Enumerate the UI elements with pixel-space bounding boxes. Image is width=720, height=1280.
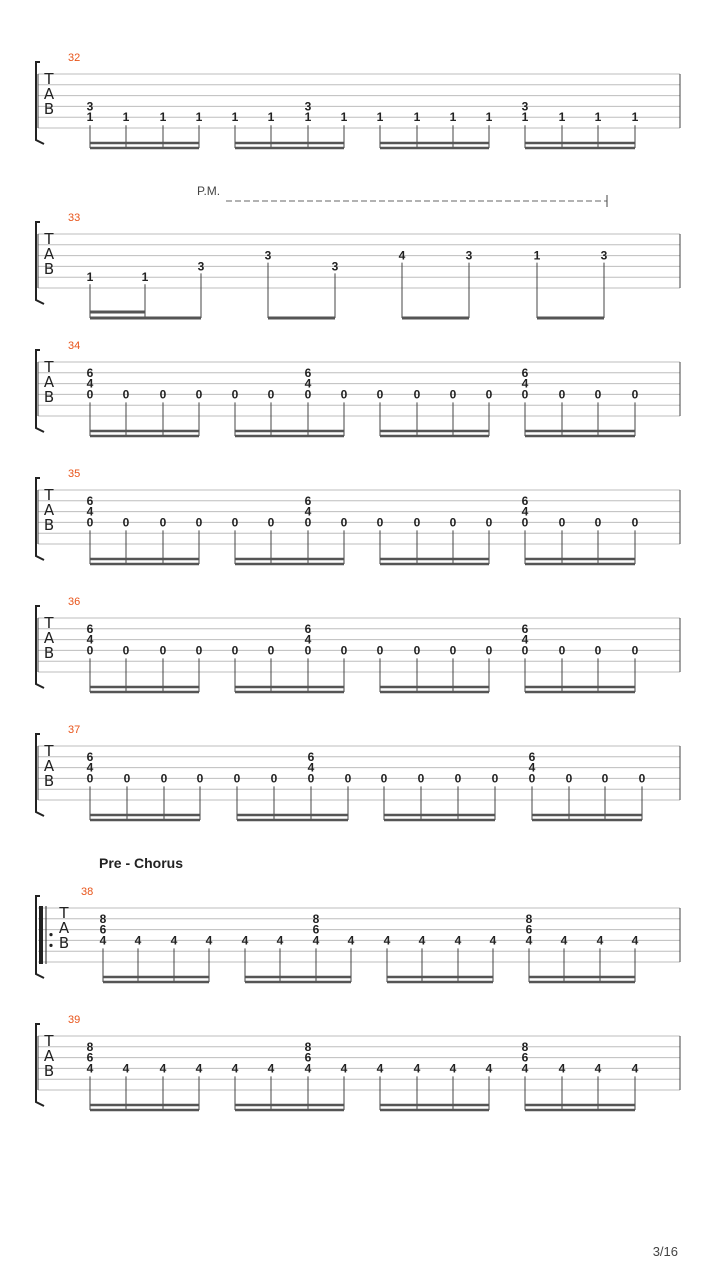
fret-number: 6 — [521, 621, 529, 636]
fret-number: 3 — [304, 99, 312, 114]
fret-number: 4 — [99, 933, 107, 948]
fret-number: 0 — [631, 387, 639, 402]
fret-number: 4 — [521, 1061, 529, 1076]
fret-number: 4 — [525, 933, 533, 948]
fret-number: 1 — [485, 110, 493, 125]
fret-number: 4 — [170, 933, 178, 948]
fret-number: 0 — [565, 771, 573, 786]
fret-number: 0 — [413, 387, 421, 402]
fret-number: 1 — [376, 110, 384, 125]
fret-number: 8 — [525, 911, 533, 926]
fret-number: 4 — [304, 1061, 312, 1076]
fret-number: 0 — [638, 771, 646, 786]
fret-number: 4 — [383, 933, 391, 948]
fret-number: 4 — [159, 1061, 167, 1076]
fret-number: 4 — [304, 376, 312, 391]
fret-number: 0 — [86, 643, 94, 658]
tab-clef-letter: T — [59, 904, 69, 922]
tab-system — [36, 468, 680, 564]
fret-number: 0 — [380, 771, 388, 786]
fret-number: 4 — [195, 1061, 203, 1076]
fret-number: 0 — [601, 771, 609, 786]
fret-number: 4 — [231, 1061, 239, 1076]
fret-number: 4 — [307, 760, 315, 775]
fret-number: 1 — [122, 110, 130, 125]
fret-number: 0 — [631, 515, 639, 530]
fret-number: 4 — [86, 376, 94, 391]
fret-number: 3 — [600, 248, 608, 263]
fret-number: 4 — [454, 933, 462, 948]
fret-number: 1 — [159, 110, 167, 125]
tab-clef-letter: A — [43, 757, 55, 775]
tab-clef-letter: T — [44, 486, 54, 504]
measure-number: 39 — [68, 1014, 81, 1026]
fret-number: 0 — [267, 643, 275, 658]
fret-number: 4 — [205, 933, 213, 948]
tab-system — [36, 184, 680, 318]
fret-number: 0 — [376, 387, 384, 402]
tab-system — [36, 340, 680, 436]
fret-number: 0 — [86, 387, 94, 402]
fret-number: 6 — [304, 621, 312, 636]
fret-number: 0 — [231, 643, 239, 658]
fret-number: 1 — [141, 270, 149, 285]
fret-number: 4 — [122, 1061, 130, 1076]
fret-number: 0 — [159, 387, 167, 402]
fret-number: 4 — [521, 632, 529, 647]
fret-number: 1 — [558, 110, 566, 125]
fret-number: 3 — [331, 259, 339, 274]
fret-number: 4 — [631, 1061, 639, 1076]
fret-number: 6 — [86, 365, 94, 380]
fret-number: 1 — [631, 110, 639, 125]
tab-system — [36, 1014, 680, 1110]
tab-system — [36, 596, 680, 692]
fret-number: 0 — [122, 387, 130, 402]
fret-number: 0 — [86, 515, 94, 530]
measure-number: 34 — [68, 340, 81, 352]
fret-number: 4 — [398, 248, 406, 263]
fret-number: 4 — [340, 1061, 348, 1076]
fret-number: 4 — [86, 1061, 94, 1076]
fret-number: 0 — [594, 387, 602, 402]
fret-number: 8 — [304, 1039, 312, 1054]
fret-number: 8 — [99, 911, 107, 926]
fret-number: 0 — [304, 643, 312, 658]
fret-number: 0 — [304, 515, 312, 530]
fret-number: 3 — [521, 99, 529, 114]
fret-number: 0 — [195, 387, 203, 402]
fret-number: 0 — [340, 643, 348, 658]
fret-number: 0 — [485, 387, 493, 402]
fret-number: 4 — [134, 933, 142, 948]
fret-number: 0 — [454, 771, 462, 786]
fret-number: 4 — [241, 933, 249, 948]
measure-number: 32 — [68, 52, 81, 64]
fret-number: 0 — [270, 771, 278, 786]
fret-number: 6 — [86, 1050, 94, 1065]
fret-number: 0 — [631, 643, 639, 658]
fret-number: 0 — [376, 515, 384, 530]
tab-clef-letter: A — [43, 501, 55, 519]
fret-number: 1 — [594, 110, 602, 125]
tab-system — [36, 52, 680, 148]
tab-clef-letter: B — [43, 260, 55, 278]
fret-number: 0 — [521, 643, 529, 658]
fret-number: 1 — [449, 110, 457, 125]
fret-number: 0 — [122, 515, 130, 530]
fret-number: 4 — [267, 1061, 275, 1076]
fret-number: 6 — [521, 1050, 529, 1065]
fret-number: 3 — [86, 99, 94, 114]
fret-number: 4 — [596, 933, 604, 948]
tab-clef-letter: B — [43, 100, 55, 118]
tab-clef-letter: B — [43, 644, 55, 662]
fret-number: 4 — [86, 760, 94, 775]
fret-number: 0 — [196, 771, 204, 786]
fret-number: 4 — [418, 933, 426, 948]
tab-clef-letter: A — [43, 1047, 55, 1065]
fret-number: 6 — [304, 1050, 312, 1065]
fret-number: 0 — [307, 771, 315, 786]
fret-number: 4 — [312, 933, 320, 948]
tab-clef-letter: A — [43, 85, 55, 103]
tab-clef-letter: A — [43, 373, 55, 391]
fret-number: 0 — [304, 387, 312, 402]
fret-number: 6 — [86, 493, 94, 508]
fret-number: 1 — [86, 110, 94, 125]
fret-number: 1 — [413, 110, 421, 125]
fret-number: 0 — [558, 515, 566, 530]
fret-number: 0 — [159, 643, 167, 658]
fret-number: 6 — [525, 922, 533, 937]
fret-number: 6 — [304, 493, 312, 508]
fret-number: 4 — [86, 632, 94, 647]
fret-number: 4 — [558, 1061, 566, 1076]
fret-number: 6 — [528, 749, 536, 764]
tab-clef-letter: B — [43, 772, 55, 790]
fret-number: 0 — [376, 643, 384, 658]
tab-clef-letter: T — [44, 230, 54, 248]
fret-number: 8 — [521, 1039, 529, 1054]
fret-number: 0 — [413, 643, 421, 658]
fret-number: 0 — [160, 771, 168, 786]
fret-number: 0 — [491, 771, 499, 786]
fret-number: 0 — [449, 515, 457, 530]
fret-number: 0 — [231, 515, 239, 530]
measure-number: 37 — [68, 724, 81, 736]
palm-mute-label: P.M. — [197, 184, 221, 198]
fret-number: 6 — [99, 922, 107, 937]
fret-number: 4 — [276, 933, 284, 948]
measure-number: 33 — [68, 212, 81, 224]
fret-number: 0 — [231, 387, 239, 402]
tab-clef-letter: A — [43, 245, 55, 263]
fret-number: 0 — [340, 387, 348, 402]
repeat-dot — [49, 933, 52, 936]
tab-system — [36, 724, 680, 820]
fret-number: 0 — [86, 771, 94, 786]
fret-number: 0 — [267, 515, 275, 530]
fret-number: 1 — [195, 110, 203, 125]
fret-number: 0 — [449, 387, 457, 402]
fret-number: 0 — [123, 771, 131, 786]
tab-clef-letter: T — [44, 742, 54, 760]
measure-number: 36 — [68, 596, 81, 608]
tab-clef-letter: A — [43, 629, 55, 647]
tab-system — [36, 855, 680, 982]
fret-number: 4 — [521, 504, 529, 519]
fret-number: 6 — [307, 749, 315, 764]
tab-clef-letter: T — [44, 1032, 54, 1050]
measure-number: 35 — [68, 468, 81, 480]
fret-number: 1 — [267, 110, 275, 125]
fret-number: 0 — [485, 643, 493, 658]
tab-clef-letter: T — [44, 614, 54, 632]
fret-number: 1 — [304, 110, 312, 125]
fret-number: 6 — [304, 365, 312, 380]
fret-number: 1 — [340, 110, 348, 125]
fret-number: 0 — [344, 771, 352, 786]
tab-clef-letter: T — [44, 70, 54, 88]
fret-number: 0 — [528, 771, 536, 786]
fret-number: 3 — [197, 259, 205, 274]
fret-number: 0 — [594, 643, 602, 658]
fret-number: 4 — [304, 632, 312, 647]
measure-number: 38 — [81, 886, 94, 898]
fret-number: 0 — [267, 387, 275, 402]
fret-number: 4 — [631, 933, 639, 948]
fret-number: 8 — [86, 1039, 94, 1054]
fret-number: 1 — [86, 270, 94, 285]
fret-number: 0 — [233, 771, 241, 786]
fret-number: 0 — [521, 515, 529, 530]
tab-clef-letter: B — [58, 934, 70, 952]
fret-number: 6 — [521, 493, 529, 508]
fret-number: 0 — [195, 515, 203, 530]
fret-number: 4 — [304, 504, 312, 519]
tab-clef-letter: B — [43, 388, 55, 406]
fret-number: 4 — [528, 760, 536, 775]
fret-number: 3 — [465, 248, 473, 263]
repeat-dot — [49, 944, 52, 947]
fret-number: 0 — [449, 643, 457, 658]
fret-number: 6 — [86, 621, 94, 636]
fret-number: 3 — [264, 248, 272, 263]
fret-number: 4 — [594, 1061, 602, 1076]
fret-number: 6 — [86, 749, 94, 764]
fret-number: 6 — [312, 922, 320, 937]
fret-number: 4 — [489, 933, 497, 948]
fret-number: 0 — [521, 387, 529, 402]
fret-number: 0 — [159, 515, 167, 530]
fret-number: 1 — [231, 110, 239, 125]
page-number: 3/16 — [652, 1244, 678, 1259]
fret-number: 0 — [594, 515, 602, 530]
fret-number: 1 — [533, 248, 541, 263]
fret-number: 4 — [560, 933, 568, 948]
fret-number: 0 — [340, 515, 348, 530]
fret-number: 4 — [86, 504, 94, 519]
fret-number: 8 — [312, 911, 320, 926]
fret-number: 4 — [413, 1061, 421, 1076]
fret-number: 0 — [485, 515, 493, 530]
fret-number: 1 — [521, 110, 529, 125]
fret-number: 4 — [485, 1061, 493, 1076]
section-label: Pre - Chorus — [99, 855, 184, 871]
fret-number: 0 — [413, 515, 421, 530]
fret-number: 0 — [122, 643, 130, 658]
tab-clef-letter: A — [58, 919, 70, 937]
fret-number: 4 — [376, 1061, 384, 1076]
fret-number: 4 — [449, 1061, 457, 1076]
tab-clef-letter: B — [43, 1062, 55, 1080]
fret-number: 0 — [195, 643, 203, 658]
fret-number: 6 — [521, 365, 529, 380]
fret-number: 4 — [521, 376, 529, 391]
fret-number: 0 — [417, 771, 425, 786]
fret-number: 0 — [558, 387, 566, 402]
tab-clef-letter: B — [43, 516, 55, 534]
fret-number: 0 — [558, 643, 566, 658]
tab-clef-letter: T — [44, 358, 54, 376]
fret-number: 4 — [347, 933, 355, 948]
